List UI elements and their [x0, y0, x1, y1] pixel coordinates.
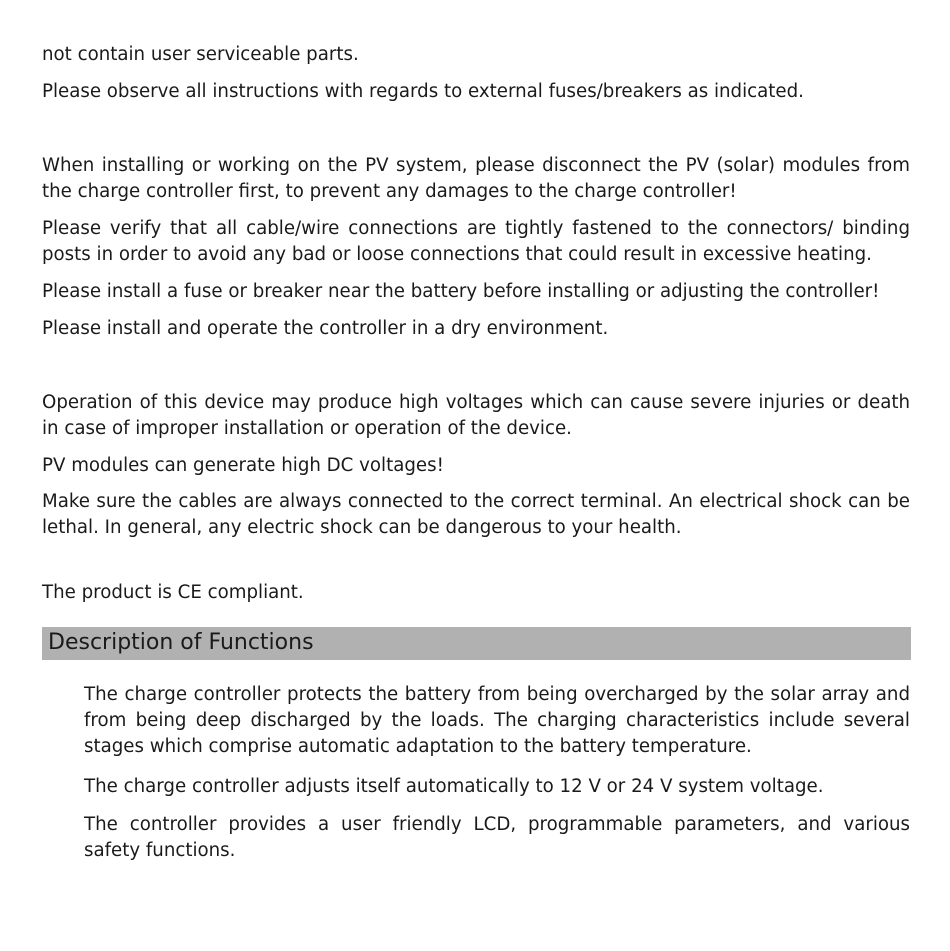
text-ce-compliance: The product is CE compliant.	[42, 582, 304, 603]
section-heading: Description of Functions	[48, 630, 314, 655]
text-install-fuse: Please install a fuse or breaker near the battery before installing or adjusting the controller!	[42, 281, 880, 302]
text-dry-environment: Please install and operate the controller in a dry environment.	[42, 318, 609, 339]
text-verify-connections: Please verify that all cable/wire connections are tightly fastened to the connectors/ binding posts in order to avoid any bad or loose connections that could result in excessive heating.	[42, 218, 910, 265]
text-function-voltage: The charge controller adjusts itself automatically to 12 V or 24 V system voltage.	[84, 776, 824, 797]
text-parts-note: not contain user serviceable parts.	[42, 44, 359, 65]
section-heading-bar	[42, 627, 911, 660]
text-high-voltage-warning: Operation of this device may produce high voltages which can cause severe injuries or death in case of improper installation or operation of the device.	[42, 392, 910, 439]
text-disconnect-pv: When installing or working on the PV system, please disconnect the PV (solar) modules from the charge controller first, to prevent any damages to the charge controller!	[42, 155, 910, 202]
text-function-lcd: The controller provides a user friendly LCD, programmable parameters, and various safety functions.	[84, 814, 910, 861]
text-pv-dc-voltage: PV modules can generate high DC voltages!	[42, 455, 444, 476]
text-fuse-instructions: Please observe all instructions with regards to external fuses/breakers as indicated.	[42, 81, 804, 102]
text-function-protection: The charge controller protects the battery from being overcharged by the solar array and from being deep discharged by the loads. The charging characteristics include several stages which comprise automatic adaptation to the battery temperature.	[84, 684, 910, 757]
text-electric-shock: Make sure the cables are always connected to the correct terminal. An electrical shock can be lethal. In general, any electric shock can be dangerous to your health.	[42, 491, 910, 538]
